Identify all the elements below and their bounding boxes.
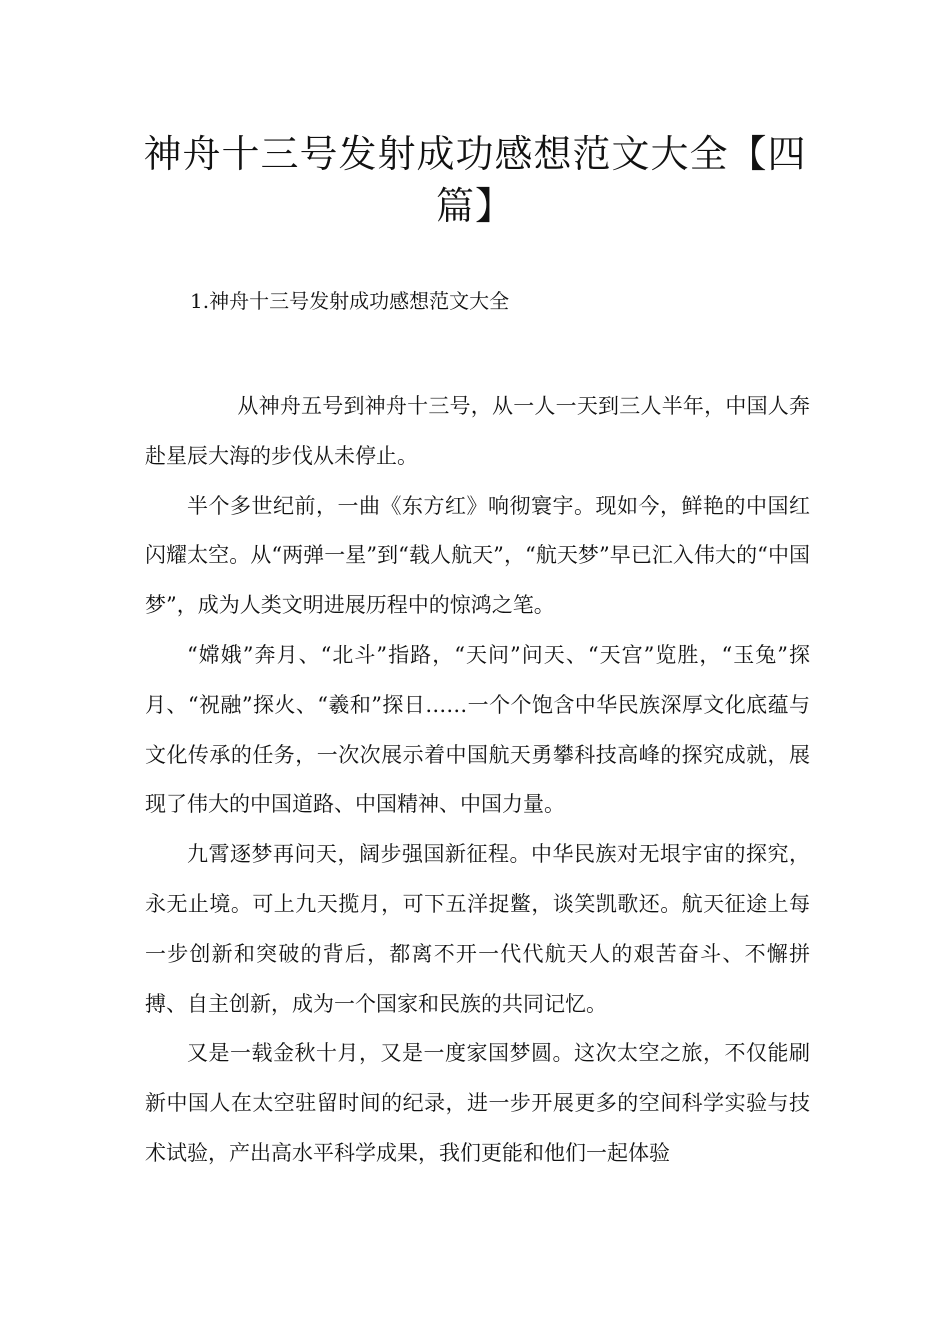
- paragraph-5: 又是一载金秋十月，又是一度家国梦圆。这次太空之旅，不仅能刷新中国人在太空驻留时间的纪录，进一步开展更多的空间科学实验与技术试验，产出高水平科学成果，我们更能和他们一起体验: [145, 1041, 810, 1165]
- paragraph-1: 从神舟五号到神舟十三号，从一人一天到三人半年，中国人奔赴星辰大海的步伐从未停止。: [145, 394, 810, 468]
- paragraph-2: 半个多世纪前，一曲《东方红》响彻寰宇。现如今，鲜艳的中国红闪耀太空。从“两弹一星”到“载人航天”，“航天梦”早已汇入伟大的“中国梦”，成为人类文明进展历程中的惊鸿之笔。: [145, 493, 810, 618]
- document-body: [145, 382, 810, 1179]
- paragraph-4: 九霄逐梦再问天，阔步强国新征程。中华民族对无垠宇宙的探究，永无止境。可上九天揽月，可下五洋捉鳖，谈笑凯歌还。航天征途上每一步创新和突破的背后，都离不开一代代航天人的艰苦奋斗、不懈拼搏、自主创新，成为一个国家和民族的共同记忆。: [145, 842, 810, 1016]
- document-title: 神舟十三号发射成功感想范文大全【四篇】: [143, 132, 807, 228]
- paragraph-3: “嫦娥”奔月、“北斗”指路，“天问”问天、“天宫”览胜，“玉兔”探月、“祝融”探火、“羲和”探日……一个个饱含中华民族深厚文化底蕴与文化传承的任务，一次次展示着中国航天勇攀科技高峰的探究成就，展现了伟大的中国道路、中国精神、中国力量。: [145, 642, 810, 817]
- section-heading: 1.神舟十三号发射成功感想范文大全: [190, 289, 510, 313]
